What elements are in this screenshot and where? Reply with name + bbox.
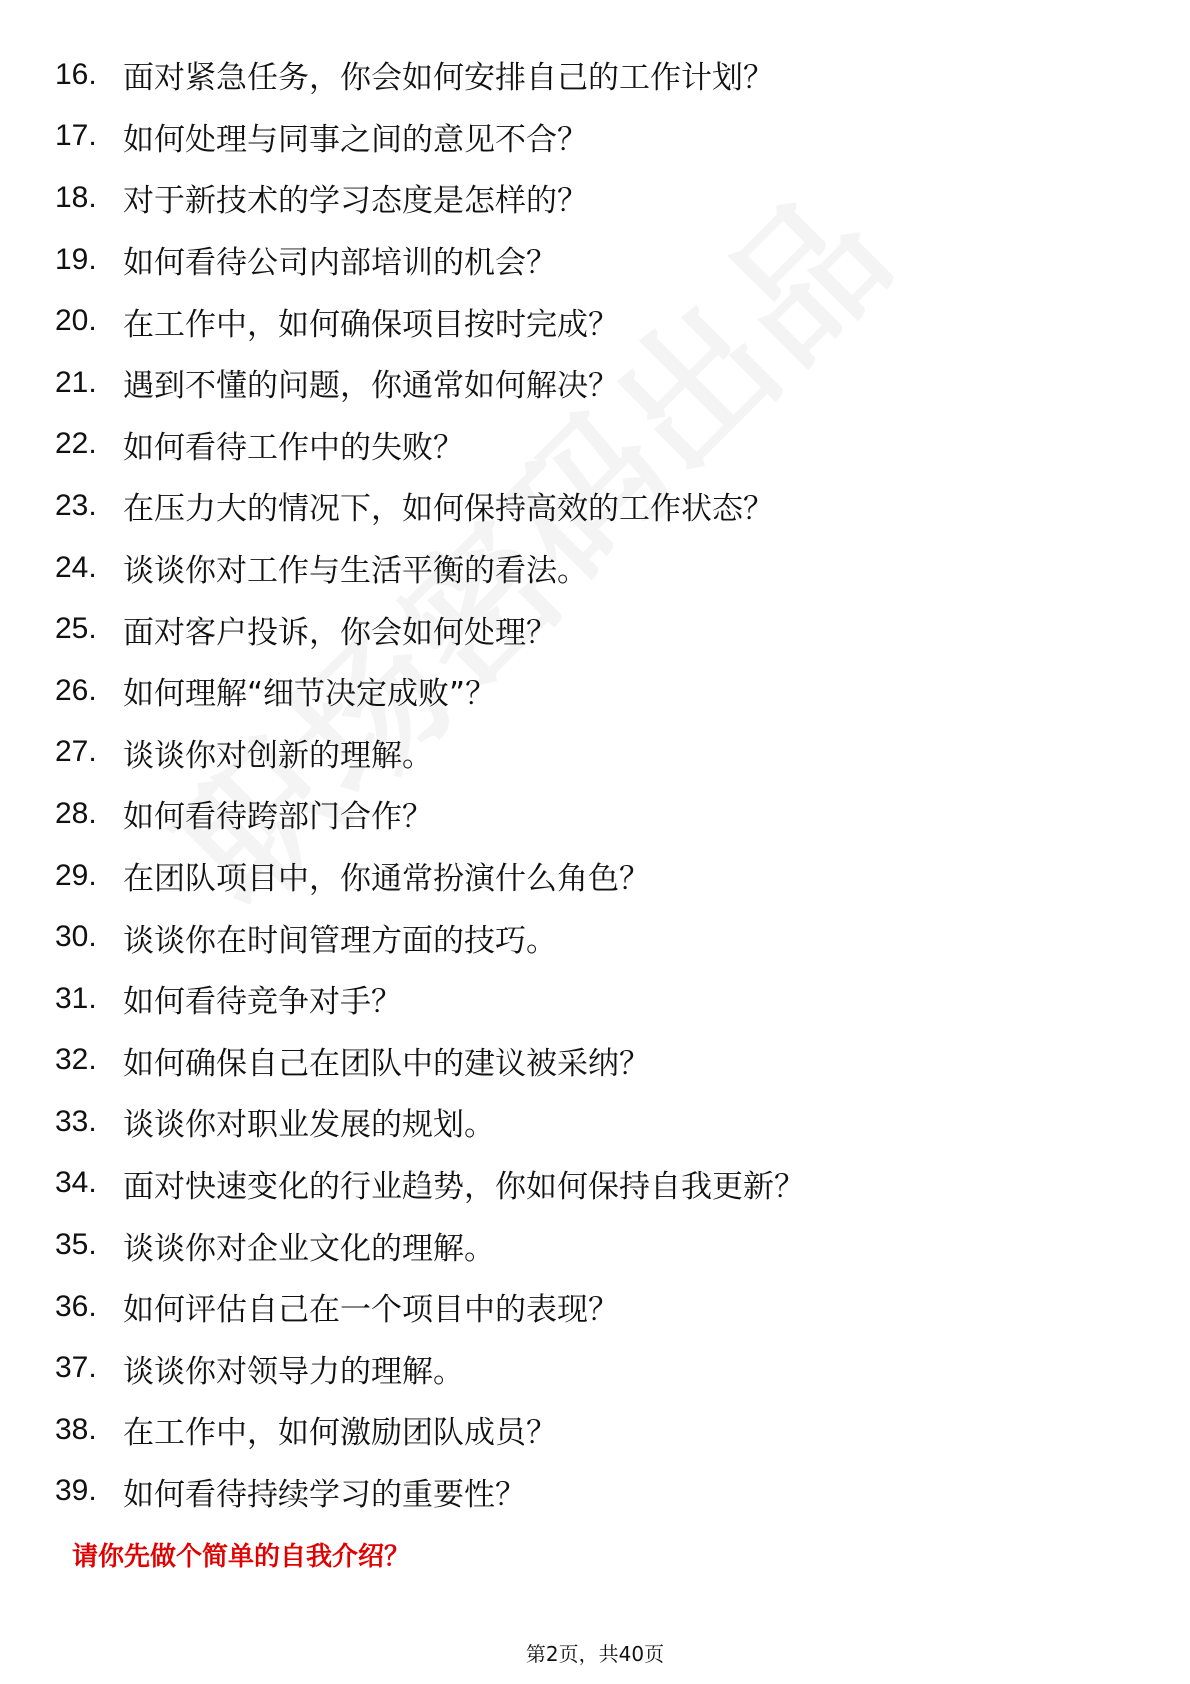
question-item (55, 229, 805, 291)
question-number: 24. (55, 550, 97, 584)
question-number: 34. (55, 1166, 97, 1200)
question-item (55, 475, 805, 537)
question-text: 如何看待跨部门合作？ (123, 799, 433, 836)
question-item (55, 414, 805, 476)
question-number: 37. (55, 1351, 97, 1385)
question-number: 19. (55, 242, 97, 276)
question-text: 谈谈你对领导力的理解。 (123, 1353, 464, 1390)
question-item (55, 1153, 805, 1215)
question-text: 在压力大的情况下，如何保持高效的工作状态？ (123, 491, 774, 528)
question-text: 如何理解“细节决定成败”？ (123, 676, 497, 713)
question-text: 在工作中，如何激励团队成员？ (123, 1415, 557, 1452)
question-number: 30. (55, 920, 97, 954)
question-item (55, 167, 805, 229)
page-footer: 第2页，共40页 (525, 1642, 665, 1666)
question-number: 20. (55, 304, 97, 338)
question-item (55, 1276, 805, 1338)
question-item (55, 1091, 805, 1153)
question-number: 36. (55, 1289, 97, 1323)
question-number: 39. (55, 1474, 97, 1508)
question-text: 如何处理与同事之间的意见不合？ (123, 121, 588, 158)
question-number: 38. (55, 1412, 97, 1446)
highlight-question: 请你先做个简单的自我介绍？ (72, 1542, 411, 1572)
question-text: 如何看待持续学习的重要性？ (123, 1476, 526, 1513)
question-item (55, 783, 805, 845)
question-text: 谈谈你对创新的理解。 (123, 737, 433, 774)
question-list (55, 44, 805, 1522)
question-text: 如何评估自己在一个项目中的表现？ (123, 1292, 619, 1329)
question-text: 如何看待公司内部培训的机会？ (123, 245, 557, 282)
question-item (55, 598, 805, 660)
question-number: 35. (55, 1228, 97, 1262)
question-text: 在团队项目中，你通常扮演什么角色？ (123, 861, 650, 898)
question-item (55, 44, 805, 106)
question-item (55, 1461, 805, 1523)
question-item (55, 1399, 805, 1461)
question-text: 面对紧急任务，你会如何安排自己的工作计划？ (123, 60, 774, 97)
question-item (55, 845, 805, 907)
question-number: 16. (55, 57, 97, 91)
question-item (55, 660, 805, 722)
question-item (55, 906, 805, 968)
question-number: 26. (55, 673, 97, 707)
question-text: 谈谈你对职业发展的规划。 (123, 1107, 495, 1144)
question-number: 33. (55, 1104, 97, 1138)
question-item (55, 968, 805, 1030)
question-item (55, 537, 805, 599)
question-text: 面对快速变化的行业趋势，你如何保持自我更新？ (123, 1168, 805, 1205)
question-text: 如何看待竞争对手？ (123, 984, 402, 1021)
question-number: 18. (55, 180, 97, 214)
question-text: 在工作中，如何确保项目按时完成？ (123, 306, 619, 343)
question-item (55, 290, 805, 352)
question-text: 遇到不懂的问题，你通常如何解决？ (123, 368, 619, 405)
question-number: 21. (55, 365, 97, 399)
question-text: 如何确保自己在团队中的建议被采纳？ (123, 1045, 650, 1082)
question-number: 31. (55, 981, 97, 1015)
question-text: 面对客户投诉，你会如何处理？ (123, 614, 557, 651)
question-number: 32. (55, 1043, 97, 1077)
question-text: 谈谈你对企业文化的理解。 (123, 1230, 495, 1267)
question-item (55, 1214, 805, 1276)
question-text: 对于新技术的学习态度是怎样的？ (123, 183, 588, 220)
question-number: 29. (55, 858, 97, 892)
question-item (55, 106, 805, 168)
question-number: 23. (55, 488, 97, 522)
question-item (55, 1337, 805, 1399)
question-text: 谈谈你在时间管理方面的技巧。 (123, 922, 557, 959)
question-number: 17. (55, 119, 97, 153)
question-item (55, 352, 805, 414)
question-item (55, 722, 805, 784)
question-text: 谈谈你对工作与生活平衡的看法。 (123, 553, 588, 590)
question-item (55, 1030, 805, 1092)
question-text: 如何看待工作中的失败？ (123, 429, 464, 466)
question-number: 28. (55, 796, 97, 830)
question-number: 22. (55, 427, 97, 461)
question-number: 25. (55, 612, 97, 646)
question-number: 27. (55, 735, 97, 769)
